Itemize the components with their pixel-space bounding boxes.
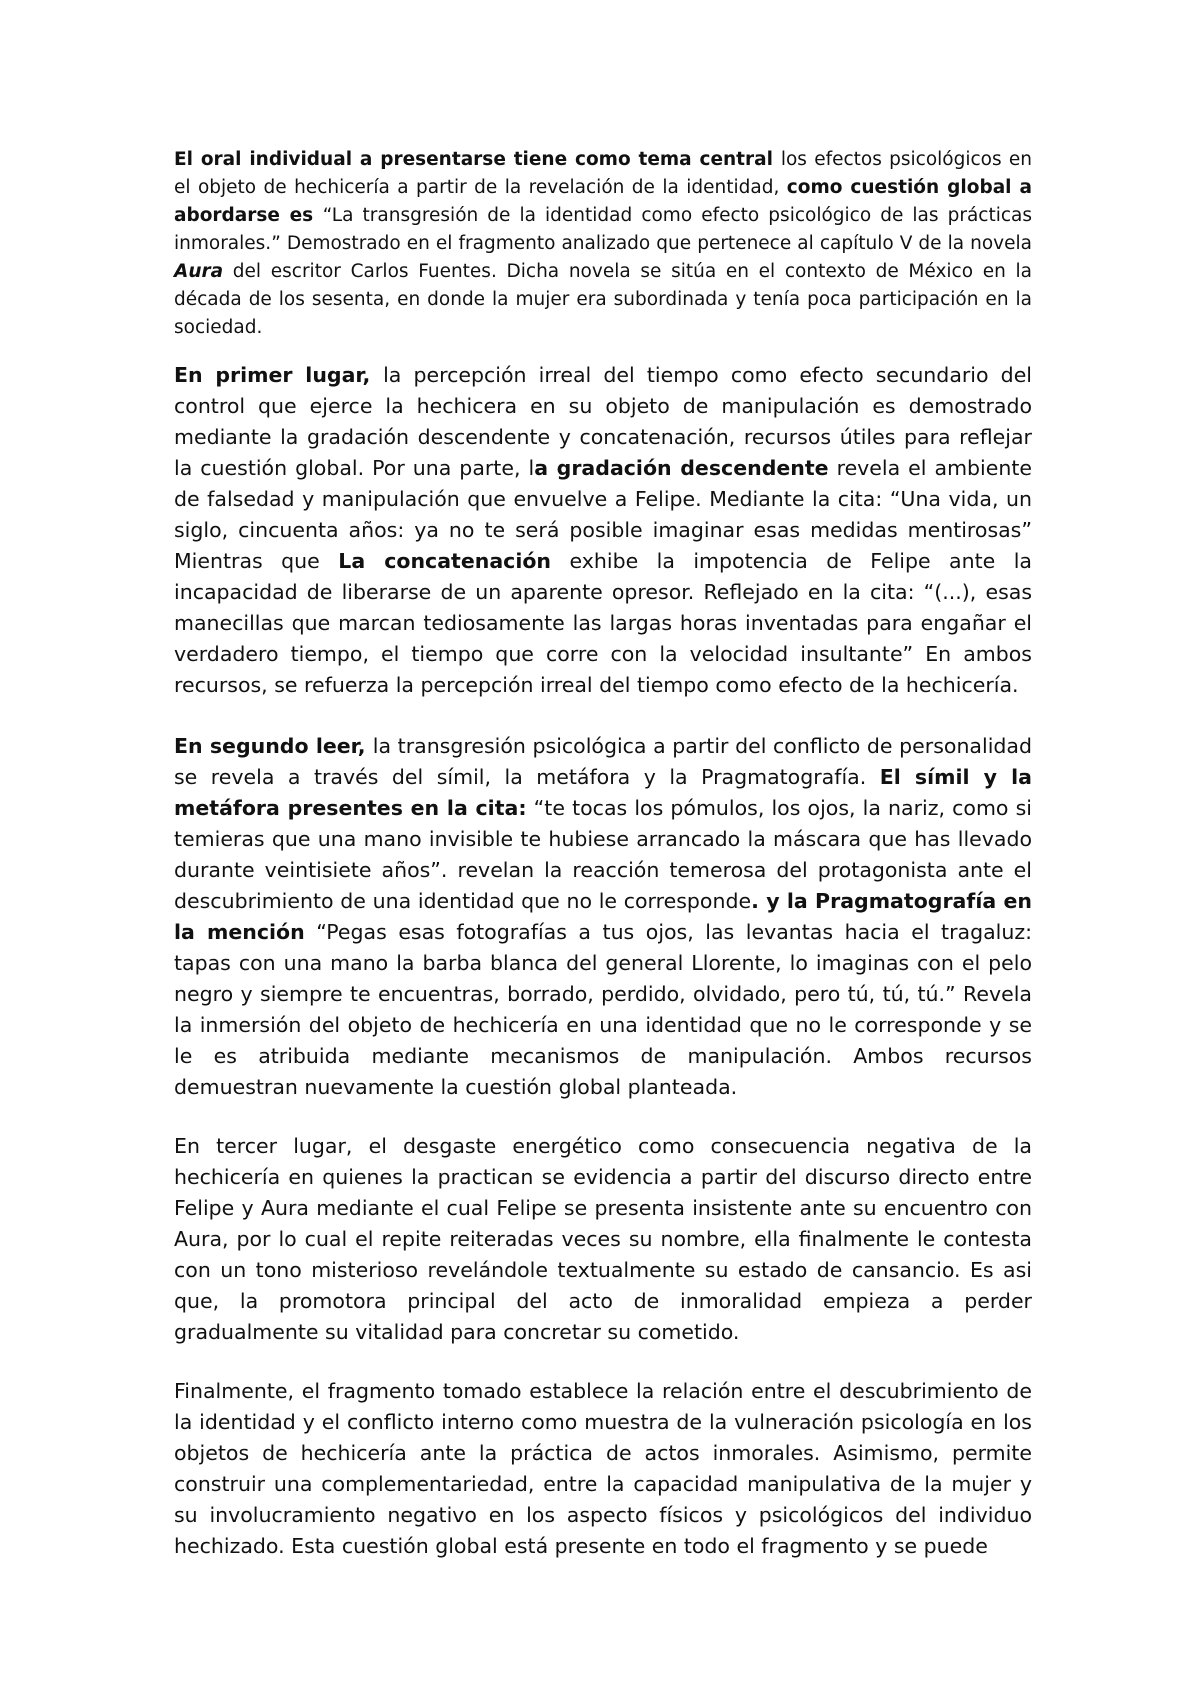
paragraph-first-point	[174, 360, 1032, 701]
first-point-conclusion: exhibe la impotencia de Felipe ante la incapacidad de liberarse de un aparente opresor. Reflejado en la cita: “(...), esas manecillas que marcan tediosamente las largas horas inventadas para engañar el verdadero tiempo, el tiempo que corre con la velocidad insultante” En ambos recursos, se refuerza la percepción irreal del tiempo como efecto de la hechicería.	[174, 549, 1032, 697]
pragmatografia-bold: . y la Pragmatografía en la mención	[174, 889, 1032, 944]
intro-quote: “La transgresión de la identidad como efecto psicológico de las prácticas inmorales.” Demostrado en el fragmento analizado que pertenece al capítulo V de la novela	[174, 205, 1032, 254]
third-point-text: En tercer lugar, el desgaste energético como consecuencia negativa de la hechicería en quienes la practican se evidencia a partir del discurso directo entre Felipe y Aura mediante el cual Felipe se presenta insistente ante su encuentro con Aura, por lo cual el repite reiteradas veces su nombre, ella finalmente le contesta con un tono misterioso revelándole textualmente su estado de cansancio. Es asi que, la promotora principal del acto de inmoralidad empieza a perder gradualmente su vitalidad para concretar su cometido.	[174, 1134, 1032, 1344]
paragraph-conclusion	[174, 1376, 1032, 1562]
paragraph-second-point	[174, 731, 1032, 1103]
novel-title: Aura	[174, 261, 224, 282]
first-point-text: la percepción irreal del tiempo como efecto secundario del control que ejerce la hechicera en su objeto de manipulación es demostrado mediante la gradación descendente y concatenación, recursos útiles para reflejar la cuestión global. Por una parte, l	[174, 363, 1033, 480]
second-point-quote: “te tocas los pómulos, los ojos, la nariz, como si temieras que una mano invisible te hubiese arrancado la máscara que has llevado durante veintisiete años”. revelan la reacción temerosa del protagonista ante el descubrimiento de una identidad que no le corresponde	[174, 796, 1032, 913]
intro-global-question-bold: como cuestión global a abordarse es	[174, 177, 1032, 226]
first-point-lead-bold: En primer lugar,	[174, 363, 384, 387]
second-point-lead-bold: En segundo leer,	[174, 734, 373, 758]
second-point-text: la transgresión psicológica a partir del conflicto de personalidad se revela a través del símil, la metáfora y la Pragmatografía.	[174, 734, 1032, 789]
concatenacion-bold: La concatenación	[338, 549, 552, 573]
simil-metafora-bold: El símil y la metáfora presentes en la cita:	[174, 765, 1033, 820]
intro-lead-bold: El oral individual a presentarse tiene como tema central	[174, 149, 781, 170]
conclusion-text: Finalmente, el fragmento tomado establece la relación entre el descubrimiento de la identidad y el conflicto interno como muestra de la vulneración psicología en los objetos de hechicería ante la práctica de actos inmorales. Asimismo, permite construir una complementariedad, entre la capacidad manipulativa de la mujer y su involucramiento negativo en los aspecto físicos y psicológicos del individuo hechizado. Esta cuestión global está presente en todo el fragmento y se puede	[174, 1379, 1032, 1558]
paragraph-introduction	[174, 146, 1032, 342]
gradacion-bold: a gradación descendente	[534, 456, 829, 480]
intro-context: del escritor Carlos Fuentes. Dicha novela se sitúa en el contexto de México en la década de los sesenta, en donde la mujer era subordinada y tenía poca participación en la sociedad.	[174, 261, 1032, 338]
intro-text: los efectos psicológicos en el objeto de hechicería a partir de la revelación de la identidad,	[174, 149, 1032, 198]
second-point-conclusion: “Pegas esas fotografías a tus ojos, las levantas hacia el tragaluz: tapas con una mano la barba blanca del general Llorente, lo imaginas con el pelo negro y siempre te encuentras, borrado, perdido, olvidado, pero tú, tú, tú.” Revela la inmersión del objeto de hechicería en una identidad que no le corresponde y se le es atribuida mediante mecanismos de manipulación. Ambos recursos demuestran nuevamente la cuestión global planteada.	[174, 920, 1033, 1099]
paragraph-third-point	[174, 1131, 1032, 1348]
first-point-quote: revela el ambiente de falsedad y manipulación que envuelve a Felipe. Mediante la cita: “Una vida, un siglo, cincuenta años: ya no te será posible imaginar esas medidas mentirosas” Mientras que	[174, 456, 1032, 573]
